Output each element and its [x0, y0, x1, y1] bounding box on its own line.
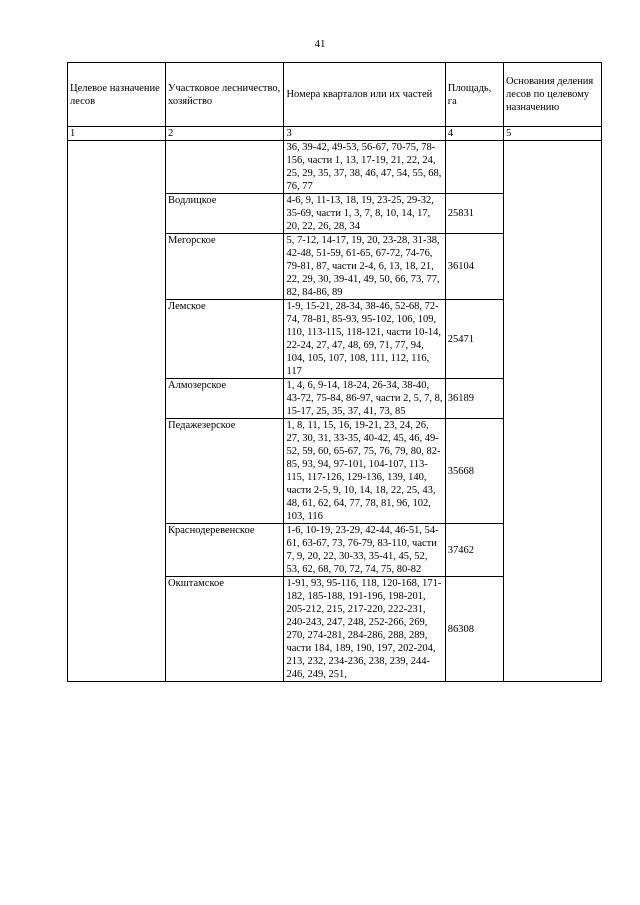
column-number: 5 — [503, 127, 601, 141]
area-cell: 25831 — [445, 194, 503, 234]
column-number: 4 — [445, 127, 503, 141]
quarters-cell: 36, 39-42, 49-53, 56-67, 70-75, 78-156, части 1, 13, 17-19, 21, 22, 24, 25, 29, 35, 37, 38, 46, 47, 54, 55, 68, 76, 77 — [284, 141, 445, 194]
district-cell — [166, 141, 284, 194]
column-number: 1 — [68, 127, 166, 141]
area-cell — [445, 141, 503, 194]
area-cell: 25471 — [445, 300, 503, 379]
purpose-cell — [68, 141, 166, 682]
area-cell: 35668 — [445, 419, 503, 524]
table-row — [68, 141, 602, 194]
district-cell: Лемское — [166, 300, 284, 379]
header-purpose: Целевое назначение лесов — [68, 63, 166, 127]
quarters-cell: 1, 4, 6, 9-14, 18-24, 26-34, 38-40, 43-72, 75-84, 86-97, части 2, 5, 7, 8, 15-17, 25, 35, 37, 41, 73, 85 — [284, 379, 445, 419]
district-cell: Алмозерское — [166, 379, 284, 419]
quarters-cell: 1-9, 15-21, 28-34, 38-46, 52-68, 72-74, 78-81, 85-93, 95-102, 106, 109, 110, 113-115, 118-121, части 10-14, 22-24, 27, 47, 48, 69, 71, 77, 94, 104, 105, 107, 108, 111, 112, 116, 117 — [284, 300, 445, 379]
area-cell: 86308 — [445, 577, 503, 682]
district-cell: Водлицкое — [166, 194, 284, 234]
header-row — [68, 63, 602, 127]
basis-cell — [503, 141, 601, 682]
quarters-cell: 5, 7-12, 14-17, 19, 20, 23-28, 31-38, 42-48, 51-59, 61-65, 67-72, 74-76, 79-81, 87, части 2-4, 6, 13, 18, 21, 22, 29, 30, 39-41, 49, 50, 66, 73, 77, 82, 84-86, 89 — [284, 234, 445, 300]
district-cell: Педажезерское — [166, 419, 284, 524]
district-cell: Окштамское — [166, 577, 284, 682]
column-number-row — [68, 127, 602, 141]
header-area: Площадь, га — [445, 63, 503, 127]
quarters-cell: 4-6, 9, 11-13, 18, 19, 23-25, 29-32, 35-69, части 1, 3, 7, 8, 10, 14, 17, 20, 22, 26, 28, 34 — [284, 194, 445, 234]
area-cell: 36189 — [445, 379, 503, 419]
district-cell: Краснодеревенское — [166, 524, 284, 577]
quarters-cell: 1, 8, 11, 15, 16, 19-21, 23, 24, 26, 27, 30, 31, 33-35, 40-42, 45, 46, 49-52, 59, 60, 65-67, 75, 76, 79, 80, 82-85, 93, 94, 97-101, 104-107, 113-115, 117-126, 129-136, 139, 140, части 2-5, 9, 10, 14, 18, 22, 25, 43, 48, 61, 62, 64, 77, 78, 81, 96, 102, 103, 116 — [284, 419, 445, 524]
header-basis: Основания деления лесов по целевому назначению — [503, 63, 601, 127]
quarters-cell: 1-91, 93, 95-116, 118, 120-168, 171-182, 185-188, 191-196, 198-201, 205-212, 215, 217-220, 222-231, 240-243, 247, 248, 252-266, 269, 270, 274-281, 284-286, 288, 289, части 184, 189, 190, 197, 202-204, 213, 232, 234-236, 238, 239, 244-246, 249, 251, — [284, 577, 445, 682]
page-number: 41 — [314, 38, 326, 50]
header-quarters: Номера кварталов или их частей — [284, 63, 445, 127]
area-cell: 37462 — [445, 524, 503, 577]
header-district: Участковое лесничество, хозяйство — [166, 63, 284, 127]
column-number: 2 — [166, 127, 284, 141]
forest-division-table — [67, 62, 602, 682]
area-cell: 36104 — [445, 234, 503, 300]
district-cell: Мегорское — [166, 234, 284, 300]
column-number: 3 — [284, 127, 445, 141]
quarters-cell: 1-6, 10-19, 23-29, 42-44, 46-51, 54-61, 63-67, 73, 76-79, 83-110, части 7, 9, 20, 22, 30-33, 35-41, 45, 52, 53, 62, 68, 70, 72, 74, 75, 80-82 — [284, 524, 445, 577]
